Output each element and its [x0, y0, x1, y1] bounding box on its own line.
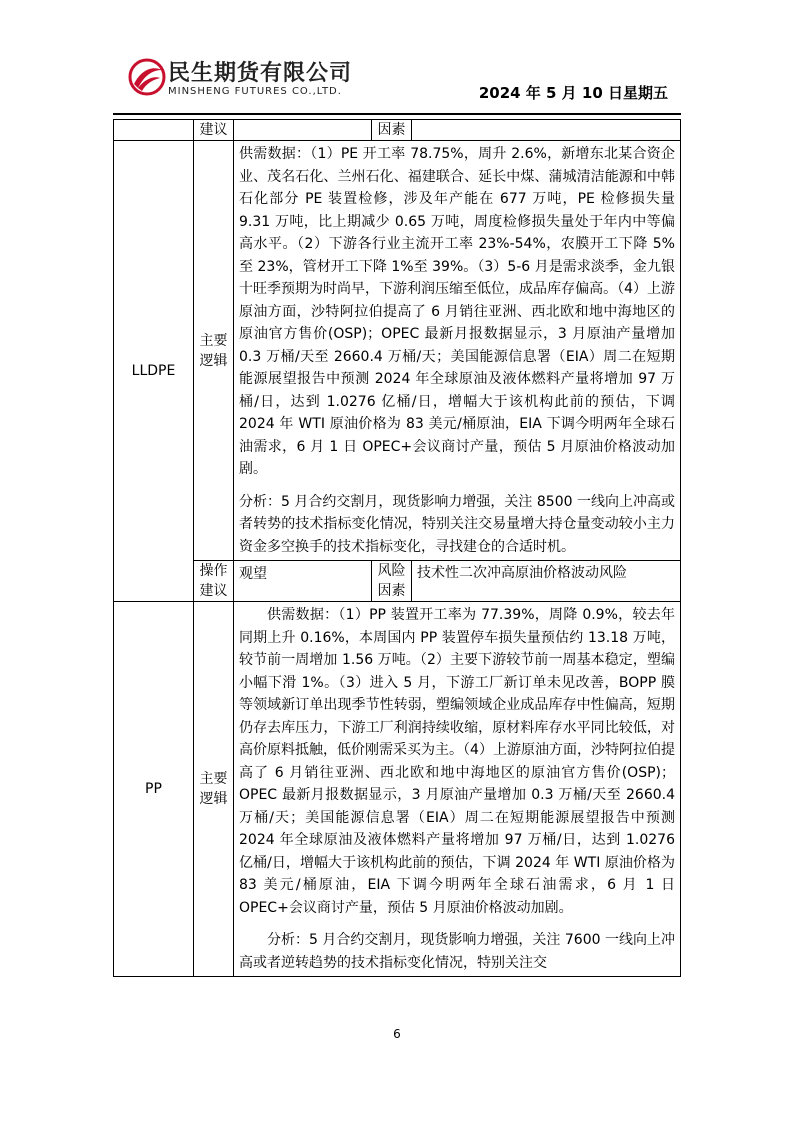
header-rule [113, 113, 681, 115]
operation-advice-value: 观望 [234, 561, 372, 602]
pp-analysis-text: 分析：5 月合约交割月，现货影响力增强，关注 7600 一线向上冲高或者逆转趋势的技术指标变化情况，特别关注交 [239, 932, 675, 971]
lldpe-supply-demand-text: 供需数据：（1）PE 开工率 78.75%，周升 2.6%，新增东北某合资企业、茂名石化、兰州石化、福建联合、延长中煤、蒲城清洁能源和中韩石化部分 PE 装置检修，涉及年产能在 677 万吨，PE 检修损失量 9.31 万吨，比上期减少 0.65 万吨，周度检修损失量处于年内中等偏高水平。（2）下游各行业主流开工率 23%-54%，农膜开工下降 5%至 23%，管材开工下降 1%至 39%。（3）5-6 月是需求淡季，金九银十旺季预期为时尚早，下游利润压缩至低位，成品库存偏高。（4）上游原油方面，沙特阿拉伯提高了 6 月销往亚洲、西北欧和地中海地区的原油官方售价(OSP)；OPEC 最新月报数据显示，3 月原油产量增加 0.3 万桶/天至 2660.4 万桶/天；美国能源信息署（EIA）周二在短期能源展望报告中预测 2024 年全球原油及液体燃料产量将增加 97 万桶/日，达到 1.0276 亿桶/日，增幅大于该机构此前的预估，下调 2024 年 WTI 原油价格为 83 美元/桶原油，EIA 下调今明两年全球石油需求，6 月 1 日 OPEC+会议商讨产量，预估 5 月原油价格波动加剧。 [239, 146, 675, 477]
label-operation-advice: 操作建议 [194, 561, 234, 602]
label-risk-factor: 风险因素 [372, 561, 412, 602]
product-name-lldpe: LLDPE [114, 141, 194, 602]
table-row-lldpe-logic [114, 141, 681, 561]
empty-cell [114, 120, 194, 141]
pp-supply-demand-text: 供需数据：（1）PP 装置开工率为 77.39%，周降 0.9%，较去年同期上升 0.16%，本周国内 PP 装置停车损失量预估约 13.18 万吨，较节前一周增加 1.56 万吨。（2）主要下游较节前一周基本稳定，塑编小幅下滑 1%。（3）进入 5 月，下游工厂新订单未见改善，BOPP 膜等领域新订单出现季节性转弱，塑编领域企业成品库存中性偏高，短期仍存去库压力，下游工厂利润持续收缩，原材料库存水平同比较低，对高价原料抵触，低价刚需采买为主。（4）上游原油方面，沙特阿拉伯提高了 6 月销往亚洲、西北欧和地中海地区的原油官方售价(OSP)；OPEC 最新月报数据显示，3 月原油产量增加 0.3 万桶/天至 2660.4 万桶/天；美国能源信息署（EIA）周二在短期能源展望报告中预测 2024 年全球原油及液体燃料产量将增加 97 万桶/日，达到 1.0276 亿桶/日，增幅大于该机构此前的预估，下调 2024 年 WTI 原油价格为 83 美元/桶原油，EIA 下调今明两年全球石油需求，6 月 1 日 OPEC+会议商讨产量，预估 5 月原油价格波动加剧。 [239, 607, 675, 916]
strategy-table [113, 119, 681, 977]
table-row-top [114, 120, 681, 141]
report-date: 2024 年 5 月 10 日星期五 [478, 84, 668, 102]
label-factor: 因素 [372, 120, 412, 141]
logo-chinese-name: 民生期货有限公司 [168, 61, 353, 86]
label-suggest: 建议 [194, 120, 234, 141]
product-name-pp: PP [114, 602, 194, 977]
lldpe-logic-cell [234, 141, 681, 561]
logo-english-name: MINSHENG FUTURES CO.,LTD. [168, 86, 342, 97]
minsheng-logo-icon [128, 58, 166, 96]
label-main-logic: 主要逻辑 [194, 141, 234, 561]
pp-logic-cell [234, 602, 681, 977]
table-row-pp-logic [114, 602, 681, 977]
risk-factor-value: 技术性二次冲高原油价格波动风险 [412, 561, 681, 602]
empty-cell [412, 120, 681, 141]
page-number: 6 [393, 1027, 401, 1041]
table-row-lldpe-operation [114, 561, 681, 602]
label-main-logic: 主要逻辑 [194, 602, 234, 977]
empty-cell [234, 120, 372, 141]
company-logo [128, 56, 368, 102]
lldpe-analysis-text: 分析：5 月合约交割月，现货影响力增强，关注 8500 一线向上冲高或者转势的技术指标变化情况，特别关注交易量增大持仓量变动较小主力资金多空换手的技术指标变化，寻找建仓的合适时机。 [239, 493, 675, 555]
